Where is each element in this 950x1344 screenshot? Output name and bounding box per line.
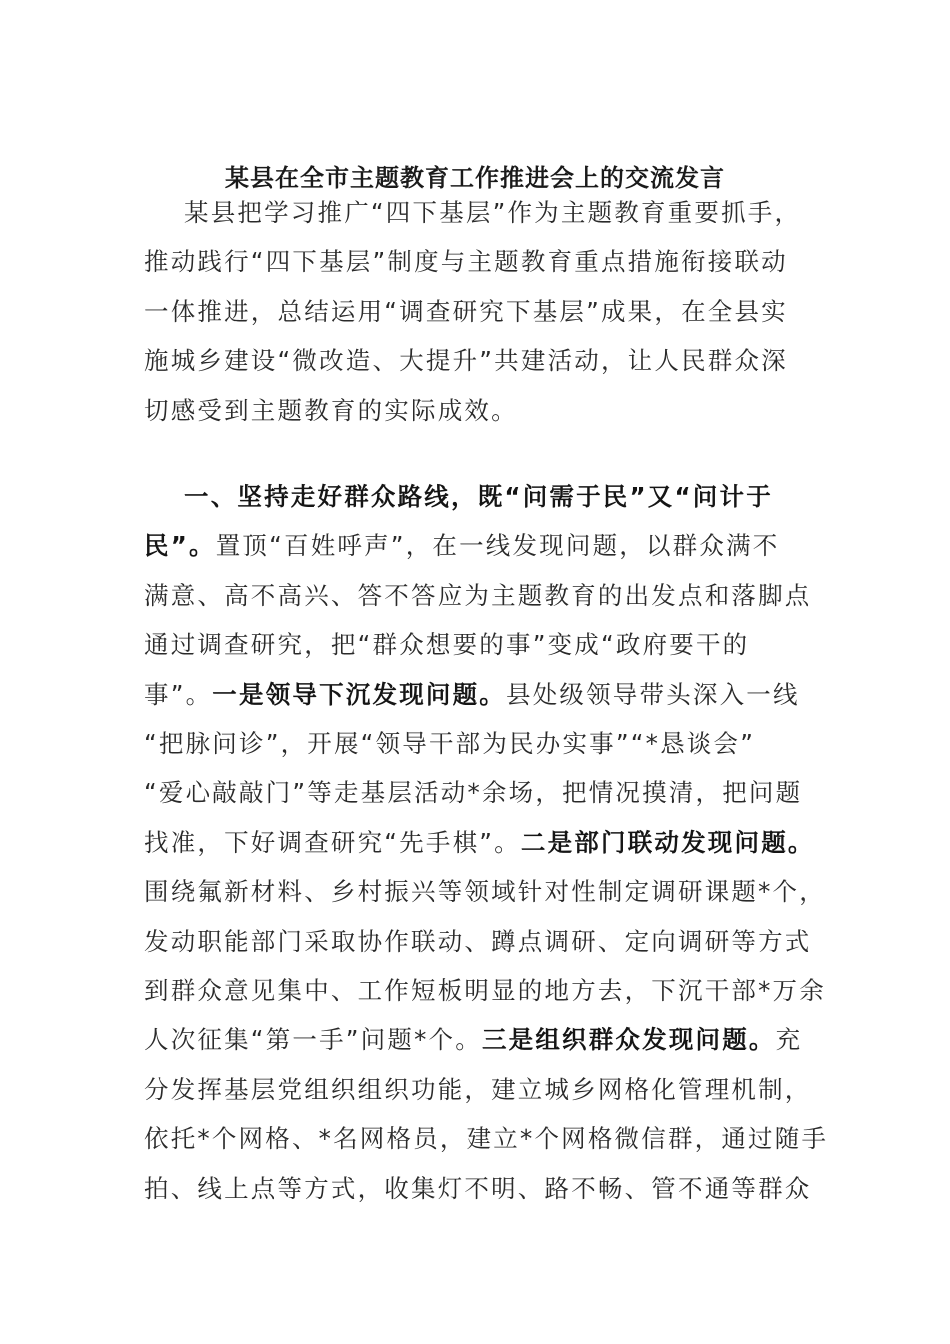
subpoint-heading: 一是领导下沉发现问题。 bbox=[212, 679, 506, 709]
paragraph-line: 拍、线上点等方式，收集灯不明、路不畅、管不通等群众 bbox=[144, 1173, 812, 1203]
paragraph-line: 围绕氟新材料、乡村振兴等领域针对性制定调研课题*个， bbox=[144, 877, 826, 907]
paragraph-text: 置顶“百姓呼声”，在一线发现问题，以群众满不 bbox=[215, 531, 780, 561]
paragraph-text: 充 bbox=[775, 1025, 803, 1055]
intro-paragraph bbox=[144, 188, 826, 435]
paragraph-line: “爱心敲敲门”等走基层活动*余场，把情况摸清，把问题 bbox=[144, 778, 803, 808]
paragraph-line bbox=[144, 521, 826, 570]
paragraph-line: 分发挥基层党组织组织功能，建立城乡网格化管理机制， bbox=[144, 1074, 812, 1104]
subpoint-heading: 二是部门联动发现问题。 bbox=[520, 827, 815, 857]
section-heading: 一、坚持走好群众路线，既“问需于民”又“问计于 bbox=[184, 482, 773, 511]
intro-line: 某县把学习推广“四下基层”作为主题教育重要抓手， bbox=[184, 198, 802, 227]
paragraph-line bbox=[144, 818, 826, 867]
paragraph-line: 通过调查研究，把“群众想要的事”变成“政府要干的 bbox=[144, 630, 750, 660]
paragraph-text: 找准，下好调查研究“先手棋”。 bbox=[144, 827, 521, 857]
paragraph-text: 事”。 bbox=[144, 679, 213, 709]
intro-line: 一体推进，总结运用“调查研究下基层”成果，在全县实 bbox=[144, 296, 788, 326]
paragraph-line bbox=[144, 1015, 826, 1064]
section-one-paragraph bbox=[144, 472, 829, 1213]
paragraph-line bbox=[144, 670, 826, 719]
paragraph-line: 发动职能部门采取协作联动、蹲点调研、定向调研等方式 bbox=[144, 926, 812, 956]
intro-line: 施城乡建设“微改造、大提升”共建活动，让人民群众深 bbox=[144, 346, 788, 376]
paragraph-line: “把脉问诊”，开展“领导干部为民办实事”“*恳谈会” bbox=[144, 729, 756, 759]
paragraph-text: 人次征集“第一手”问题*个。 bbox=[144, 1025, 482, 1055]
paragraph-line: 满意、高不高兴、答不答应为主题教育的出发点和落脚点 bbox=[144, 580, 812, 610]
section-heading-end: 民”。 bbox=[144, 531, 216, 561]
intro-line: 切感受到主题教育的实际成效。 bbox=[144, 395, 518, 425]
paragraph-line: 依托*个网格、*名网格员，建立*个网格微信群，通过随手 bbox=[144, 1124, 829, 1154]
paragraph-line: 到群众意见集中、工作短板明显的地方去，下沉干部*万余 bbox=[144, 976, 826, 1006]
paragraph-text: 县处级领导带头深入一线 bbox=[506, 679, 800, 709]
subpoint-heading: 三是组织群众发现问题。 bbox=[481, 1025, 776, 1055]
document-title: 某县在全市主题教育工作推进会上的交流发言 bbox=[225, 163, 725, 192]
intro-line: 推动践行“四下基层”制度与主题教育重点措施衔接联动 bbox=[144, 247, 788, 277]
